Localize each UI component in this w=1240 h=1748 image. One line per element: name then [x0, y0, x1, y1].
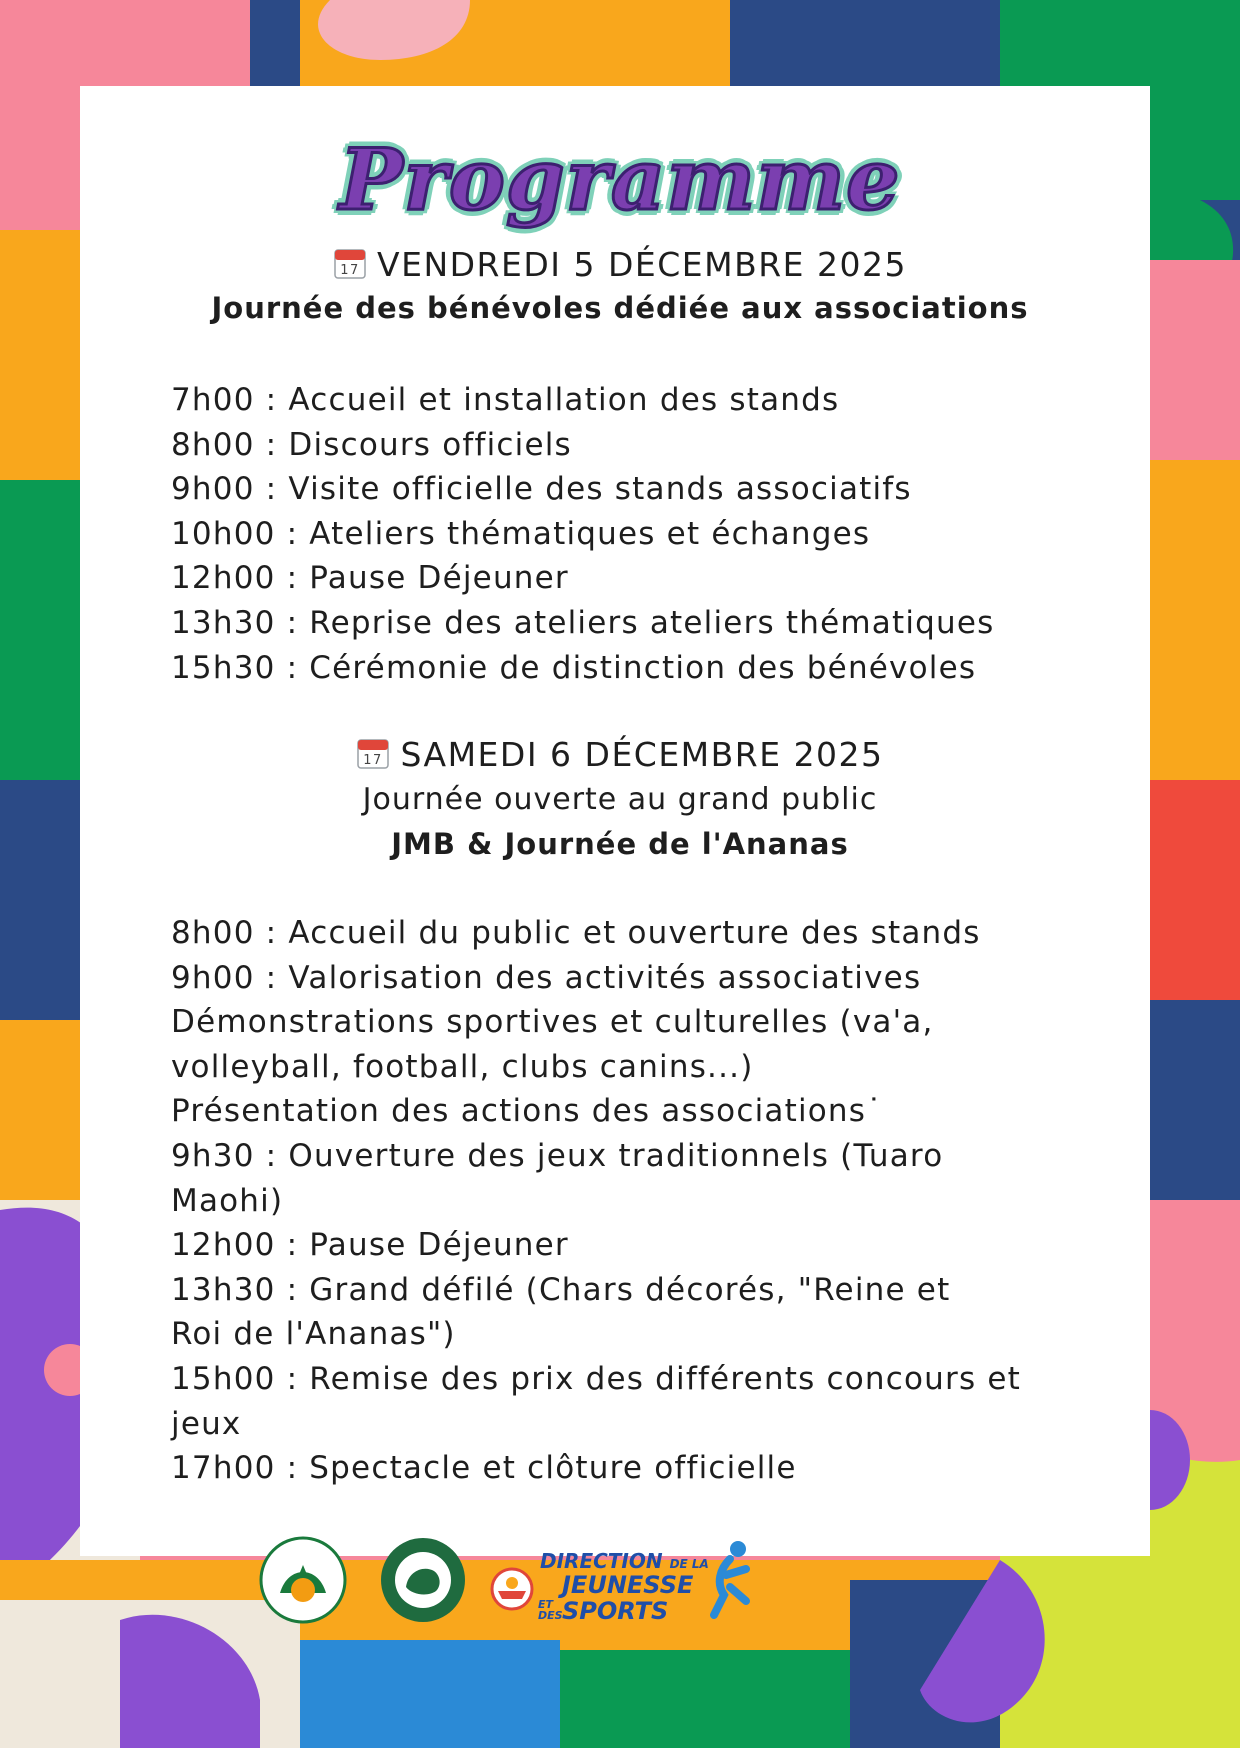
schedule-line: 9h30 : Ouverture des jeux traditionnels (Tuaro	[171, 1137, 944, 1174]
schedule-line: 13h30 : Reprise des ateliers ateliers thématiques	[171, 604, 995, 641]
schedule-line: Présentation des actions des associations˙	[171, 1093, 883, 1130]
schedule-line: 9h00 : Visite officielle des stands associatifs	[171, 471, 912, 508]
tourism-office-logo	[378, 1535, 468, 1625]
day2-date-row	[0, 735, 1240, 774]
schedule-line: 15h00 : Remise des prix des différents concours et	[171, 1360, 1021, 1397]
schedule-line: Roi de l'Ananas")	[171, 1316, 456, 1353]
day1-subtitle: Journée des bénévoles dédiée aux associations	[211, 291, 1029, 325]
schedule-line: 15h30 : Cérémonie de distinction des bénévoles	[171, 649, 977, 686]
schedule-line: 17h00 : Spectacle et clôture officielle	[171, 1450, 797, 1487]
schedule-line: Maohi)	[171, 1182, 284, 1219]
commune-moorea-logo	[258, 1535, 348, 1625]
schedule-line: 12h00 : Pause Déjeuner	[171, 1227, 569, 1264]
day2-subtitle-bold: JMB & Journée de l'Ananas	[391, 827, 849, 861]
day2-subtitle: Journée ouverte au grand public	[362, 782, 878, 817]
partner-logos	[0, 1535, 1240, 1645]
day2-date: SAMEDI 6 DÉCEMBRE 2025	[400, 735, 884, 774]
djs-logo-et-des: ET DES	[538, 1598, 563, 1622]
schedule-line: volleyball, football, clubs canins...)	[171, 1048, 754, 1085]
djs-logo-line1: DIRECTION DE LA	[540, 1549, 709, 1573]
page-title: Programme	[339, 130, 901, 229]
svg-text:17: 17	[340, 263, 360, 278]
day1-date: VENDREDI 5 DÉCEMBRE 2025	[377, 245, 907, 284]
schedule-line: 8h00 : Discours officiels	[171, 426, 572, 463]
djs-logo-line2: JEUNESSE	[562, 1571, 694, 1599]
svg-text:17: 17	[363, 753, 384, 768]
schedule-line: 7h00 : Accueil et installation des stands	[171, 382, 840, 418]
polynesia-emblem-icon	[490, 1567, 534, 1611]
schedule-line: 12h00 : Pause Déjeuner	[171, 560, 569, 597]
djs-logo-line3: SPORTS	[562, 1597, 669, 1625]
calendar-icon	[333, 246, 367, 280]
day1-date-row	[0, 245, 1240, 284]
schedule-line: jeux	[171, 1405, 242, 1442]
schedule-line: 13h30 : Grand défilé (Chars décorés, "Reine et	[171, 1271, 951, 1308]
day1-schedule	[171, 378, 1071, 690]
runner-icon	[700, 1539, 760, 1619]
schedule-line: 9h00 : Valorisation des activités associatives	[171, 959, 922, 996]
day2-schedule	[171, 911, 1071, 1491]
schedule-line: 8h00 : Accueil du public et ouverture des stands	[171, 915, 981, 951]
schedule-line: 10h00 : Ateliers thématiques et échanges	[171, 515, 871, 552]
schedule-line: Démonstrations sportives et culturelles (va'a,	[171, 1004, 934, 1041]
calendar-icon	[356, 736, 390, 770]
